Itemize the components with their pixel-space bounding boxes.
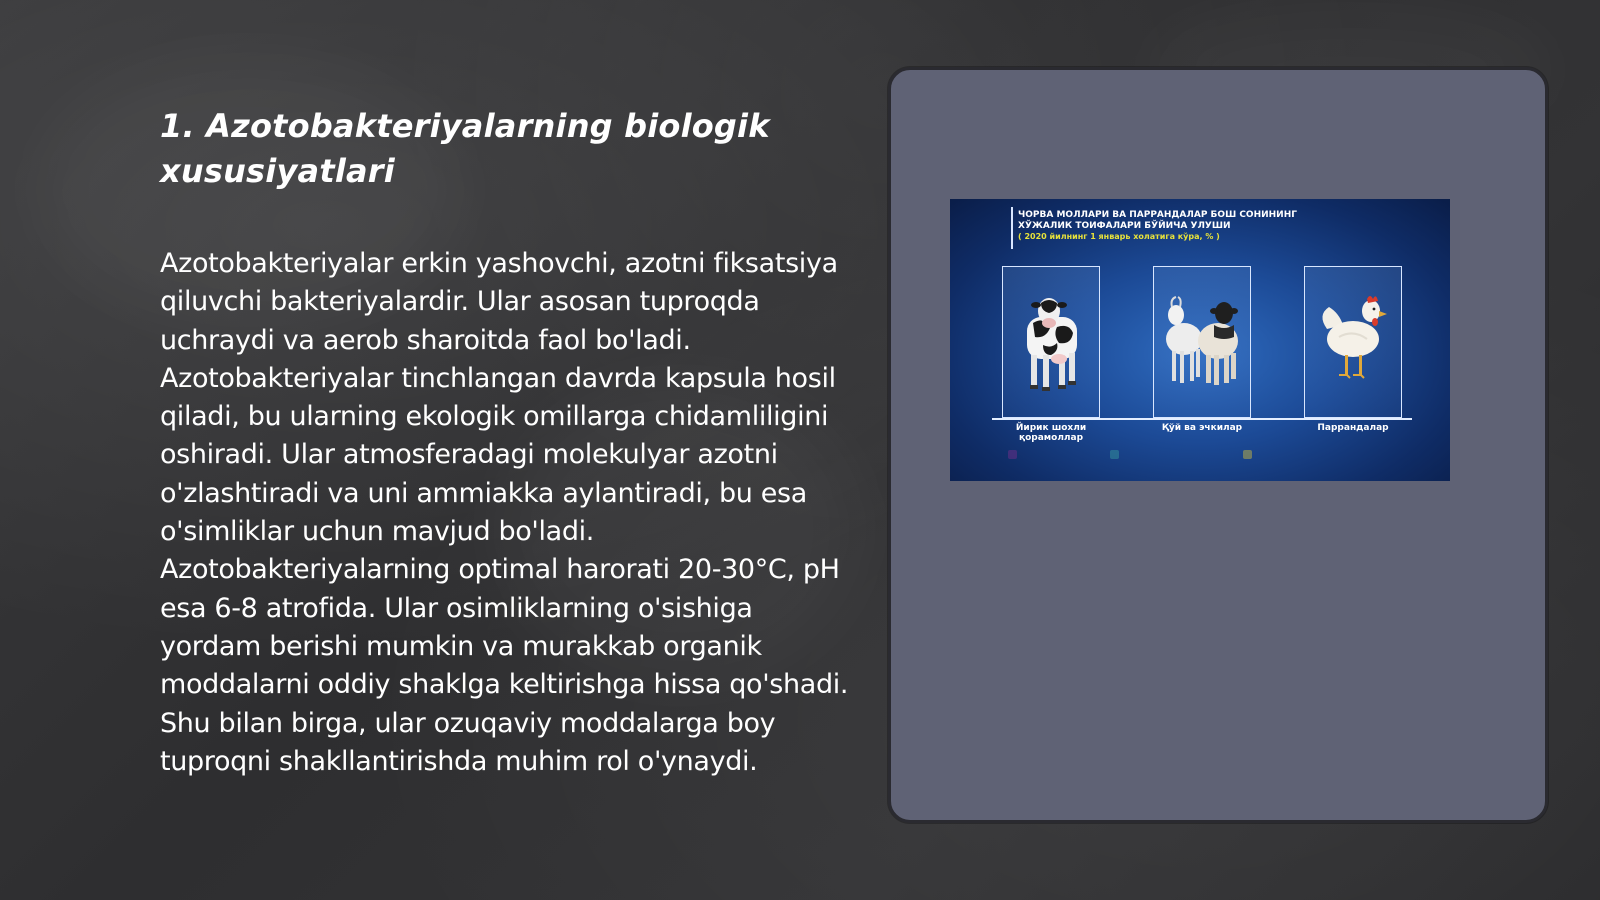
sheep-goat-label: Қўй ва эчкилар bbox=[1161, 423, 1243, 433]
livestock-figure bbox=[950, 199, 1450, 481]
cow-icon bbox=[1003, 267, 1101, 419]
figure-title-bar bbox=[1011, 207, 1013, 249]
figure-title: ЧОРВА МОЛЛАРИ ВА ПАРРАНДАЛАР БОШ СОНИНИНГ ХЎЖАЛИК ТОИФАЛАРИ БЎЙИЧА УЛУШИ bbox=[1018, 210, 1297, 231]
slide-title: 1. Azotobakteriyalarning biologik xususiyatlari bbox=[160, 107, 770, 190]
sheep-goat-frame bbox=[1153, 266, 1251, 418]
legend-dot bbox=[1110, 450, 1119, 459]
slide-body-text: Azotobakteriyalar erkin yashovchi, azotni fiksatsiya qiluvchi bakteriyalardir. Ular asosan tuproqda uchraydi va aerob sharoitda faol bo'ladi. Azotobakteriyalar tinchlangan davrda kapsula hosil qiladi, bu ularning ekologik omillarga chidamliligini oshiradi. Ular atmosferadagi molekulyar azotni o'zlashtiradi va uni ammiakka aylantiradi, bu esa o'simliklar uchun mavjud bo'ladi. Azotobakteriyalarning optimal harorati 20-30°C, pH esa 6-8 atrofida. Ular osimliklarning o'sishiga yordam berishi mumkin va murakkab organik moddalarni oddiy shaklga keltirishga hissa qo'shadi. Shu bilan birga, ular ozuqaviy moddalarga boy tuproqni shakllantirishda muhim rol o'ynaydi. bbox=[160, 248, 849, 777]
cow-label: Йирик шохли қорамоллар bbox=[1015, 423, 1087, 443]
cow-frame bbox=[1002, 266, 1100, 418]
legend-dot bbox=[1243, 450, 1252, 459]
chicken-frame bbox=[1304, 266, 1402, 418]
legend-dot bbox=[1008, 450, 1017, 459]
figure-subtitle: ( 2020 йилнинг 1 январь холатига кўра, % ) bbox=[1018, 232, 1220, 241]
sheep-goat-icon bbox=[1154, 267, 1252, 419]
chicken-icon bbox=[1305, 267, 1403, 419]
chicken-label: Паррандалар bbox=[1317, 423, 1389, 433]
figure-baseline bbox=[992, 418, 1412, 420]
